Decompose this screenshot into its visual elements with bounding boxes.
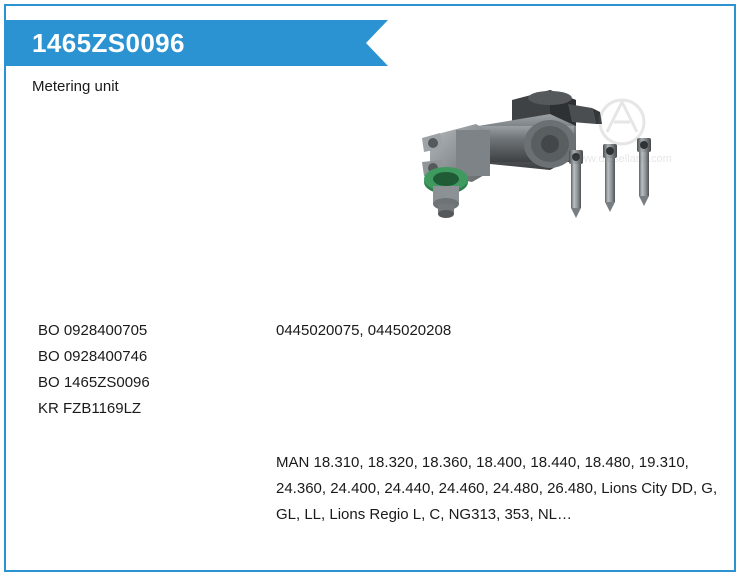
watermark-logo [552,92,692,172]
oe-number-list [276,318,716,344]
page-title: 1465ZS0096 [32,28,185,58]
list-item: BO 0928400705 [38,322,148,339]
list-item: BO 1465ZS0096 [38,374,150,391]
reference-list [38,318,258,422]
watermark-text: www.dieselland.com [572,153,672,165]
application-list [276,450,724,528]
application-text: MAN 18.310, 18.320, 18.360, 18.400, 18.440, 18.480, 19.310, 24.360, 24.400, 24.440, 24.460, 24.480, 26.480, Lions City DD, G, GL, LL, Lions Regio L, C, NG313, 353, NL… [276,454,718,523]
list-item: KR FZB1169LZ [38,400,142,417]
nozzle-stem [433,186,459,218]
list-item: BO 0928400746 [38,348,148,365]
oe-numbers: 0445020075, 0445020208 [276,322,452,339]
product-image [400,78,700,253]
product-subtitle: Metering unit [32,78,119,95]
